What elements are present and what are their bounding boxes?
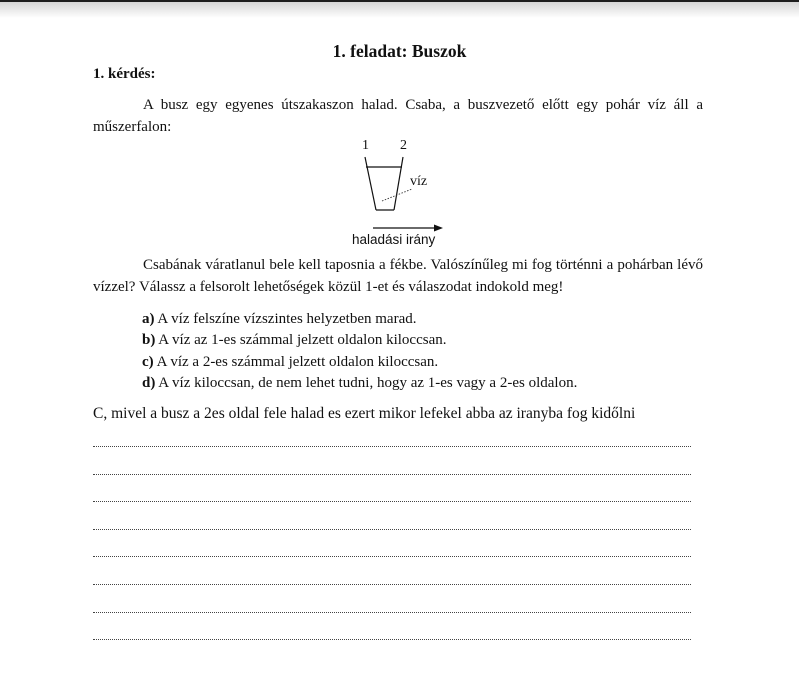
page-title: 1. feladat: Buszok — [332, 41, 467, 61]
answer-line[interactable] — [93, 584, 691, 585]
option-b — [142, 330, 577, 351]
direction-caption: haladási irány — [352, 232, 436, 247]
answer-line[interactable] — [93, 639, 691, 640]
answer-line[interactable] — [93, 529, 691, 530]
side-label-2: 2 — [400, 138, 407, 153]
option-c — [142, 352, 577, 373]
answer-text[interactable]: C, mivel a busz a 2es oldal fele halad es ezert mikor lefekel abba az iranyba fog kidőlni — [93, 405, 636, 422]
answer-options — [142, 309, 577, 394]
water-label: víz — [410, 174, 428, 189]
option-letter: b) — [142, 332, 156, 349]
option-d — [142, 373, 577, 394]
question-paragraph — [93, 255, 703, 298]
option-text: A víz felszíne vízszintes helyzetben marad. — [154, 311, 417, 327]
option-text: A víz az 1-es számmal jelzett oldalon kiloccsan. — [155, 332, 447, 349]
option-letter: a) — [142, 311, 155, 327]
answer-line[interactable] — [93, 501, 691, 502]
answer-line[interactable] — [93, 446, 691, 447]
option-a — [142, 309, 577, 330]
question-label: 1. kérdés: — [93, 66, 156, 82]
side-label-1: 1 — [362, 138, 369, 153]
answer-line[interactable] — [93, 474, 691, 475]
question-paragraph-text: Csabának váratlanul bele kell taposnia a fékbe. Valószínűleg mi fog történni a pohárban lévő vízzel? Válassz a felsorolt lehetőségek közül 1-et és válaszodat indokold meg! — [93, 257, 703, 295]
glass-figure — [340, 138, 460, 253]
answer-line[interactable] — [93, 612, 691, 613]
option-text: A víz kiloccsan, de nem lehet tudni, hogy az 1-es vagy a 2-es oldalon. — [155, 374, 578, 391]
option-letter: c) — [142, 353, 154, 370]
option-letter: d) — [142, 374, 156, 391]
intro-paragraph-text: A busz egy egyenes útszakaszon halad. Csaba, a buszvezető előtt egy pohár víz áll a műszerfalon: — [93, 97, 703, 135]
option-text: A víz a 2-es számmal jelzett oldalon kiloccsan. — [153, 353, 439, 370]
intro-paragraph — [93, 95, 703, 138]
viewer-top-shadow — [0, 2, 799, 18]
answer-line[interactable] — [93, 556, 691, 557]
